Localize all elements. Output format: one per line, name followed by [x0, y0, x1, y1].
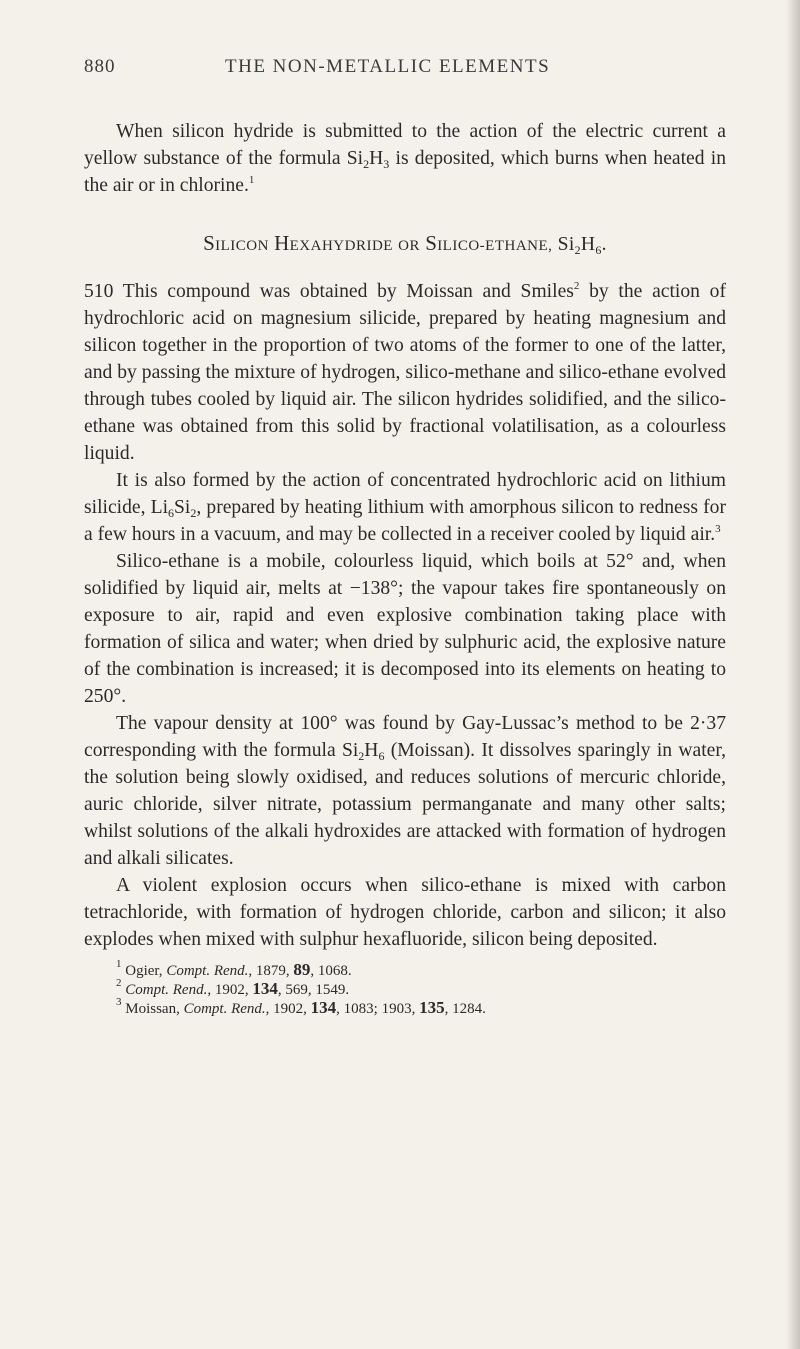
footnote-3: $^3$ Moissan, Compt. Rend., 1902, 134, 1083; 1903, 135, 1284.: [116, 996, 486, 1017]
footnote-ref-1: 1: [248, 174, 255, 186]
intro-paragraph: When silicon hydride is submitted to the action of the electric current a yellow substance of the formula $Si_2H_3$ is deposited, which burns when heated in the air or in chlorine.$^1$: [84, 121, 726, 196]
body-text: [84, 118, 726, 1018]
footnotes: [84, 958, 726, 1018]
section-heading: SILICON HEXAHYDRIDE OR SILICO-ETHANE, $Si_2H_6$.: [203, 231, 607, 257]
paragraph-number: 510: [84, 281, 114, 302]
running-title: THE NON-METALLIC ELEMENTS: [225, 56, 551, 77]
paragraph-510: 510 This compound was obtained by Moissan and Smiles$^2$ by the action of hydrochloric acid on magnesium silicide, prepared by heating magnesium and silicon together in the proportion of two atoms of the former to one of the latter, and by passing the mixture of hydrogen, silico-methane and silico-ethane evolved through tubes cooled by liquid air. The silicon hydrides solidified, and the silico-ethane was obtained from this solid by fractional volatilisation, as a colourless liquid.: [84, 280, 726, 464]
paragraph-explosion: A violent explosion occurs when silico-ethane is mixed with carbon tetrachloride, with formation of hydrogen chloride, carbon and silicon; it also explodes when mixed with sulphur hexafluoride, silicon being deposited.: [84, 875, 726, 950]
paragraph-properties: Silico-ethane is a mobile, colourless liquid, which boils at 52° and, when solidified by liquid air, melts at −138°; the vapour takes fire spontaneously on exposure to air, rapid and even explosive combination taking place with formation of silica and water; when dried by sulphuric acid, the explosive nature of the combination is increased; it is decomposed into its elements on heating to 250°.: [84, 551, 726, 707]
paragraph-vapour-density: The vapour density at 100° was found by Gay-Lussac’s method to be 2·37 corresponding with the formula $Si_2H_6$ (Moissan). It dissolves sparingly in water, the solution being slowly oxidised, and reduces solutions of mercuric chloride, auric chloride, silver nitrate, potassium permanganate and many other salts; whilst solutions of the alkali hydroxides are attacked with formation of hydrogen and alkali silicates.: [84, 713, 726, 869]
footnote-2: $^2$ Compt. Rend., 1902, 134, 569, 1549.: [116, 977, 350, 998]
page-edge-shadow: [786, 0, 800, 1349]
footnote-ref-3: 3: [715, 523, 721, 535]
paragraph-lithium-silicide: It is also formed by the action of concentrated hydrochloric acid on lithium silicide, $Li_6Si_2$, prepared by heating lithium with amorphous silicon to redness for a few hours in a vacuum, and may be collected in a receiver cooled by liquid air.$^3$: [84, 470, 726, 545]
footnote-1: $^1$ Ogier, Compt. Rend., 1879, 89, 1068.: [116, 958, 352, 979]
footnote-ref-2: 2: [573, 280, 580, 292]
page-number: 880: [84, 56, 116, 77]
